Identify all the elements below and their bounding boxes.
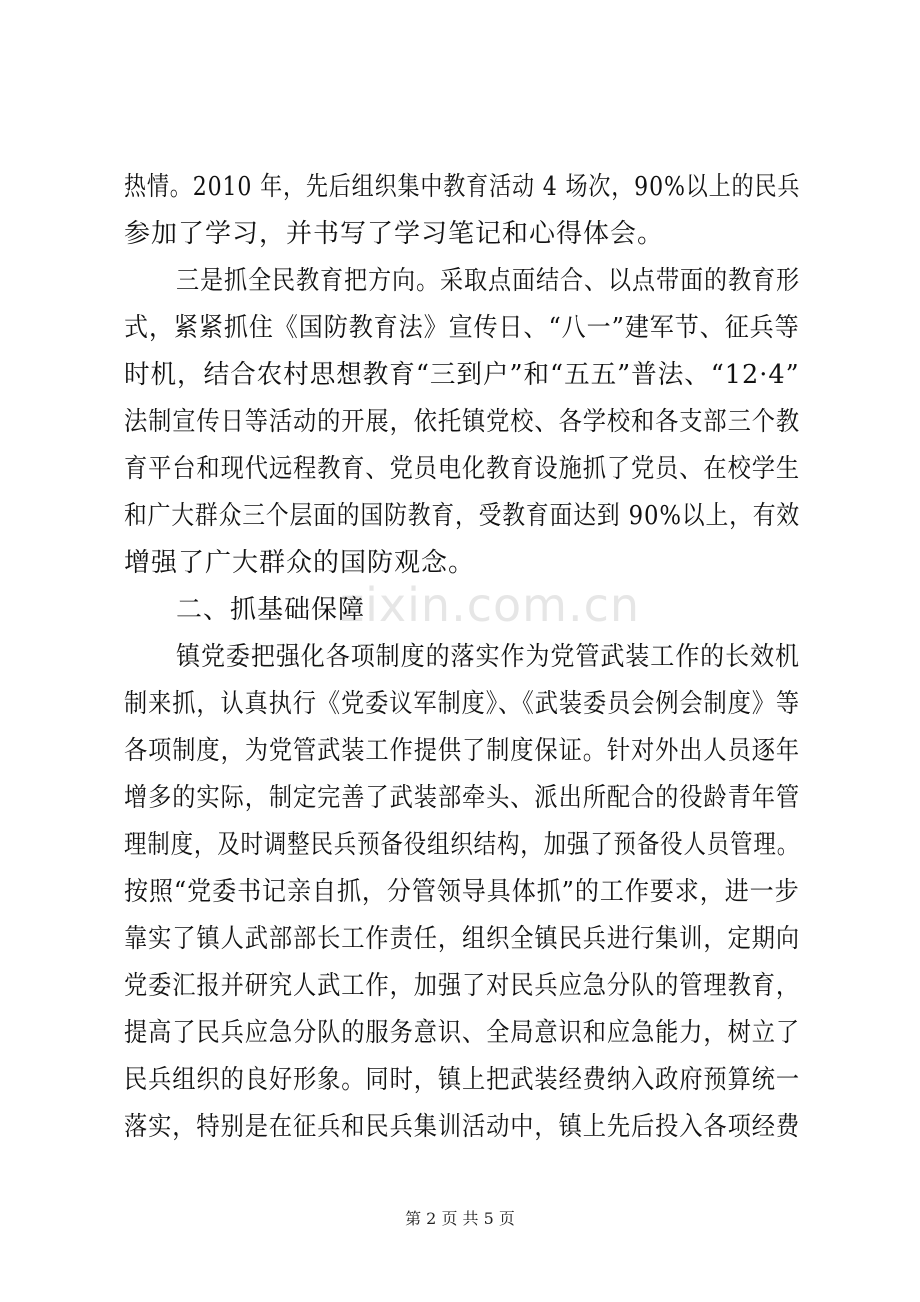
text-line: 民兵组织的良好形象。同时，镇上把武装经费纳入政府预算统一 [124,1065,801,1095]
text-line: 各项制度，为党管武装工作提供了制度保证。针对外出人员逐年 [124,736,801,766]
text-line: 三是抓全民教育把方向。采取点面结合、以点带面的教育形 [176,266,801,296]
text-line: 和广大群众三个层面的国防教育，受教育面达到 90%以上，有效 [124,501,801,531]
text-line: 增多的实际，制定完善了武装部牵头、派出所配合的役龄青年管 [124,783,801,813]
text-line: 育平台和现代远程教育、党员电化教育设施抓了党员、在校学生 [124,454,801,484]
text-line: 制来抓，认真执行《党委议军制度》、《武装委员会例会制度》等 [124,689,801,719]
text-line: 理制度，及时调整民兵预备役组织结构，加强了预备役人员管理。 [124,830,801,860]
text-line: 提高了民兵应急分队的服务意识、全局意识和应急能力，树立了 [124,1018,801,1048]
text-line: 党委汇报并研究人武工作，加强了对民兵应急分队的管理教育， [124,971,801,1001]
text-line: 镇党委把强化各项制度的落实作为党管武装工作的长效机 [176,642,801,672]
text-line: 法制宣传日等活动的开展，依托镇党校、各学校和各支部三个教 [124,407,801,437]
section-heading: 二、抓基础保障 [176,595,366,625]
watermark: zixin.com.cn [340,578,641,632]
text-line: 靠实了镇人武部部长工作责任，组织全镇民兵进行集训，定期向 [124,924,801,954]
page-footer: 第 2 页 共 5 页 [405,1209,515,1228]
text-line: 增强了广大群众的国防观念。 [124,548,476,578]
text-line: 落实，特别是在征兵和民兵集训活动中，镇上先后投入各项经费 [124,1112,801,1142]
text-line: 式，紧紧抓住《国防教育法》宣传日、“八一”建军节、征兵等 [124,313,800,343]
text-line: 参加了学习，并书写了学习笔记和心得体会。 [124,219,665,249]
text-line: 按照“党委书记亲自抓，分管领导具体抓”的工作要求，进一步 [124,877,800,907]
text-line: 热情。2010 年，先后组织集中教育活动 4 场次，90%以上的民兵 [124,172,801,202]
text-line: 时机，结合农村思想教育“三到户”和“五五”普法、“12·4” [124,360,800,390]
